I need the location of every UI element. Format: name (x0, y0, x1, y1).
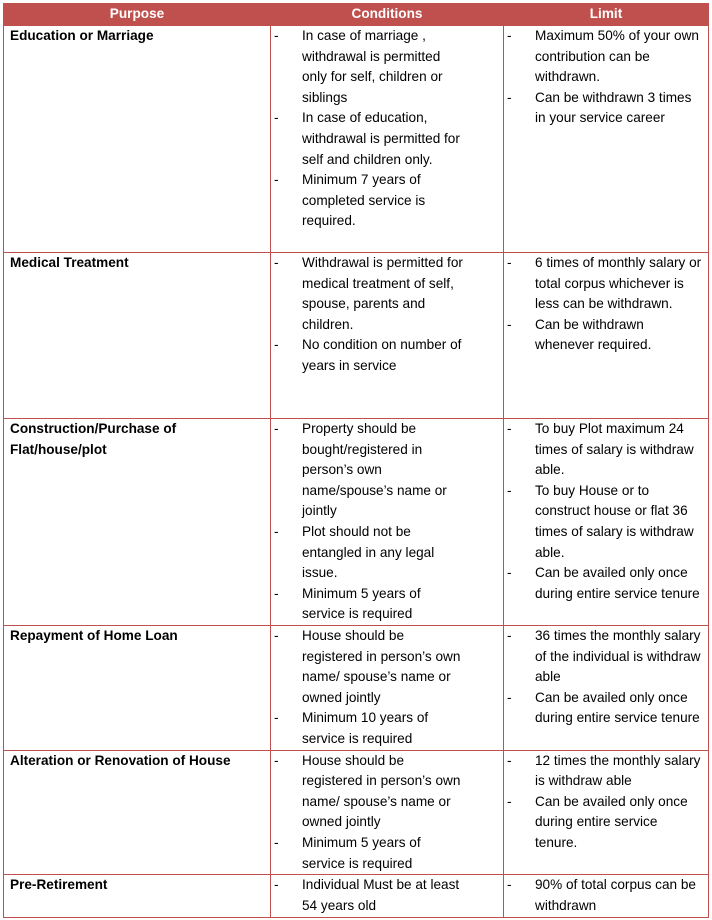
purpose-cell: Pre-Retirement (4, 875, 271, 918)
dash-bullet: - (274, 710, 279, 726)
table-row (4, 253, 709, 419)
limit-list (504, 419, 708, 604)
condition-list (271, 751, 503, 875)
limit-text: 12 times the monthly salary is withdraw able (535, 752, 701, 789)
limit-text: To buy House or to construct house or flat 36 times of salary is withdraw able. (535, 482, 694, 560)
purpose-cell: Medical Treatment (4, 253, 271, 419)
condition-cell (271, 750, 504, 875)
condition-text: In case of marriage , withdrawal is permitted only for self, children or siblings (302, 28, 443, 105)
limit-text: Can be availed only once during entire service tenure (535, 689, 700, 726)
limit-text: Can be availed only once during entire service tenure (535, 565, 700, 601)
condition-text: Withdrawal is permitted for medical treatment of self, spouse, parents and children. (302, 255, 463, 332)
header-limit: Limit (504, 4, 709, 26)
condition-cell (271, 626, 504, 751)
dash-bullet: - (274, 834, 279, 850)
limit-text: Can be withdrawn whenever required. (535, 316, 652, 353)
limit-cell (504, 419, 709, 626)
condition-list (271, 419, 503, 625)
dash-bullet: - (507, 628, 512, 643)
limit-text: To buy Plot maximum 24 times of salary is withdraw able. (535, 421, 694, 478)
condition-item (271, 584, 503, 625)
condition-list (271, 253, 503, 377)
condition-text: No condition on number of years in service (302, 337, 462, 373)
dash-bullet: - (507, 877, 512, 893)
limit-list (504, 26, 708, 129)
limit-item (504, 419, 708, 481)
dash-bullet: - (274, 110, 279, 126)
table-body (4, 26, 709, 918)
limit-item (504, 792, 708, 854)
purpose-cell: Repayment of Home Loan (4, 626, 271, 751)
dash-bullet: - (507, 421, 512, 436)
condition-item (271, 26, 503, 108)
limit-item (504, 875, 708, 916)
condition-cell (271, 26, 504, 253)
condition-item (271, 335, 503, 376)
condition-text: House should be registered in person’s own name/ spouse’s name or owned jointly (302, 628, 461, 705)
limit-list (504, 253, 708, 356)
limit-text: Maximum 50% of your own contribution can be withdrawn. (535, 28, 699, 85)
dash-bullet: - (507, 28, 512, 43)
dash-bullet: - (274, 255, 279, 270)
condition-text: Minimum 5 years of service is required (302, 834, 421, 871)
condition-cell (271, 875, 504, 918)
limit-item (504, 253, 708, 315)
limit-cell (504, 26, 709, 253)
limit-item (504, 688, 708, 729)
limit-list (504, 875, 708, 916)
condition-text: In case of education, withdrawal is permitted for self and children only. (302, 110, 460, 167)
dash-bullet: - (274, 421, 279, 436)
condition-item (271, 751, 503, 833)
condition-text: Plot should not be entangled in any legal issue. (302, 523, 435, 581)
dash-bullet: - (507, 482, 512, 498)
dash-bullet: - (274, 628, 279, 643)
limit-cell (504, 253, 709, 419)
table-row (4, 626, 709, 751)
dash-bullet: - (507, 89, 512, 105)
limit-item (504, 481, 708, 563)
condition-item (271, 626, 503, 708)
condition-text: Property should be bought/registered in person’s own name/spouse’s name or jointly (302, 421, 447, 519)
table-header-row (4, 4, 709, 26)
condition-item (271, 170, 503, 232)
table-row (4, 875, 709, 918)
dash-bullet: - (507, 255, 512, 270)
purpose-cell: Construction/Purchase of Flat/house/plot (4, 419, 271, 626)
condition-list (271, 626, 503, 750)
dash-bullet: - (274, 337, 279, 353)
table-row (4, 26, 709, 253)
dash-bullet: - (274, 523, 279, 539)
dash-bullet: - (507, 316, 512, 332)
limit-list (504, 751, 708, 854)
limit-item (504, 26, 708, 88)
limit-text: Can be withdrawn 3 times in your service career (535, 89, 692, 126)
limit-item (504, 626, 708, 688)
dash-bullet: - (507, 793, 512, 809)
condition-text: Minimum 7 years of completed service is required. (302, 172, 426, 229)
limit-cell (504, 626, 709, 751)
dash-bullet: - (274, 28, 279, 43)
dash-bullet: - (274, 585, 279, 601)
dash-bullet: - (507, 689, 512, 705)
dash-bullet: - (274, 752, 279, 768)
limit-text: 6 times of monthly salary or total corpus whichever is less can be withdrawn. (535, 255, 702, 312)
condition-item (271, 708, 503, 749)
limit-list (504, 626, 708, 729)
purpose-cell: Alteration or Renovation of House (4, 750, 271, 875)
limit-cell (504, 875, 709, 918)
limit-item (504, 751, 708, 792)
header-conditions: Conditions (271, 4, 504, 26)
limit-item (504, 563, 708, 604)
limit-text: Can be availed only once during entire service tenure. (535, 793, 688, 850)
condition-text: Minimum 5 years of service is required (302, 585, 421, 622)
dash-bullet: - (507, 752, 512, 768)
dash-bullet: - (507, 565, 512, 581)
condition-item (271, 108, 503, 170)
condition-item (271, 419, 503, 522)
limit-item (504, 315, 708, 356)
condition-list (271, 875, 503, 916)
condition-text: House should be registered in person’s own name/ spouse’s name or owned jointly (302, 752, 461, 830)
condition-cell (271, 419, 504, 626)
condition-item (271, 833, 503, 874)
dash-bullet: - (274, 172, 279, 188)
limit-text: 36 times the monthly salary of the individual is withdraw able (535, 628, 701, 685)
condition-item (271, 522, 503, 584)
limit-item (504, 88, 708, 129)
purpose-cell: Education or Marriage (4, 26, 271, 253)
header-purpose: Purpose (4, 4, 271, 26)
table-row (4, 750, 709, 875)
limit-cell (504, 750, 709, 875)
limit-text: 90% of total corpus can be withdrawn (535, 877, 696, 913)
condition-item (271, 875, 503, 916)
table-row (4, 419, 709, 626)
condition-cell (271, 253, 504, 419)
withdrawal-table (3, 3, 709, 918)
condition-text: Minimum 10 years of service is required (302, 710, 429, 746)
condition-list (271, 26, 503, 232)
dash-bullet: - (274, 877, 279, 893)
condition-item (271, 253, 503, 335)
condition-text: Individual Must be at least 54 years old (302, 877, 460, 913)
